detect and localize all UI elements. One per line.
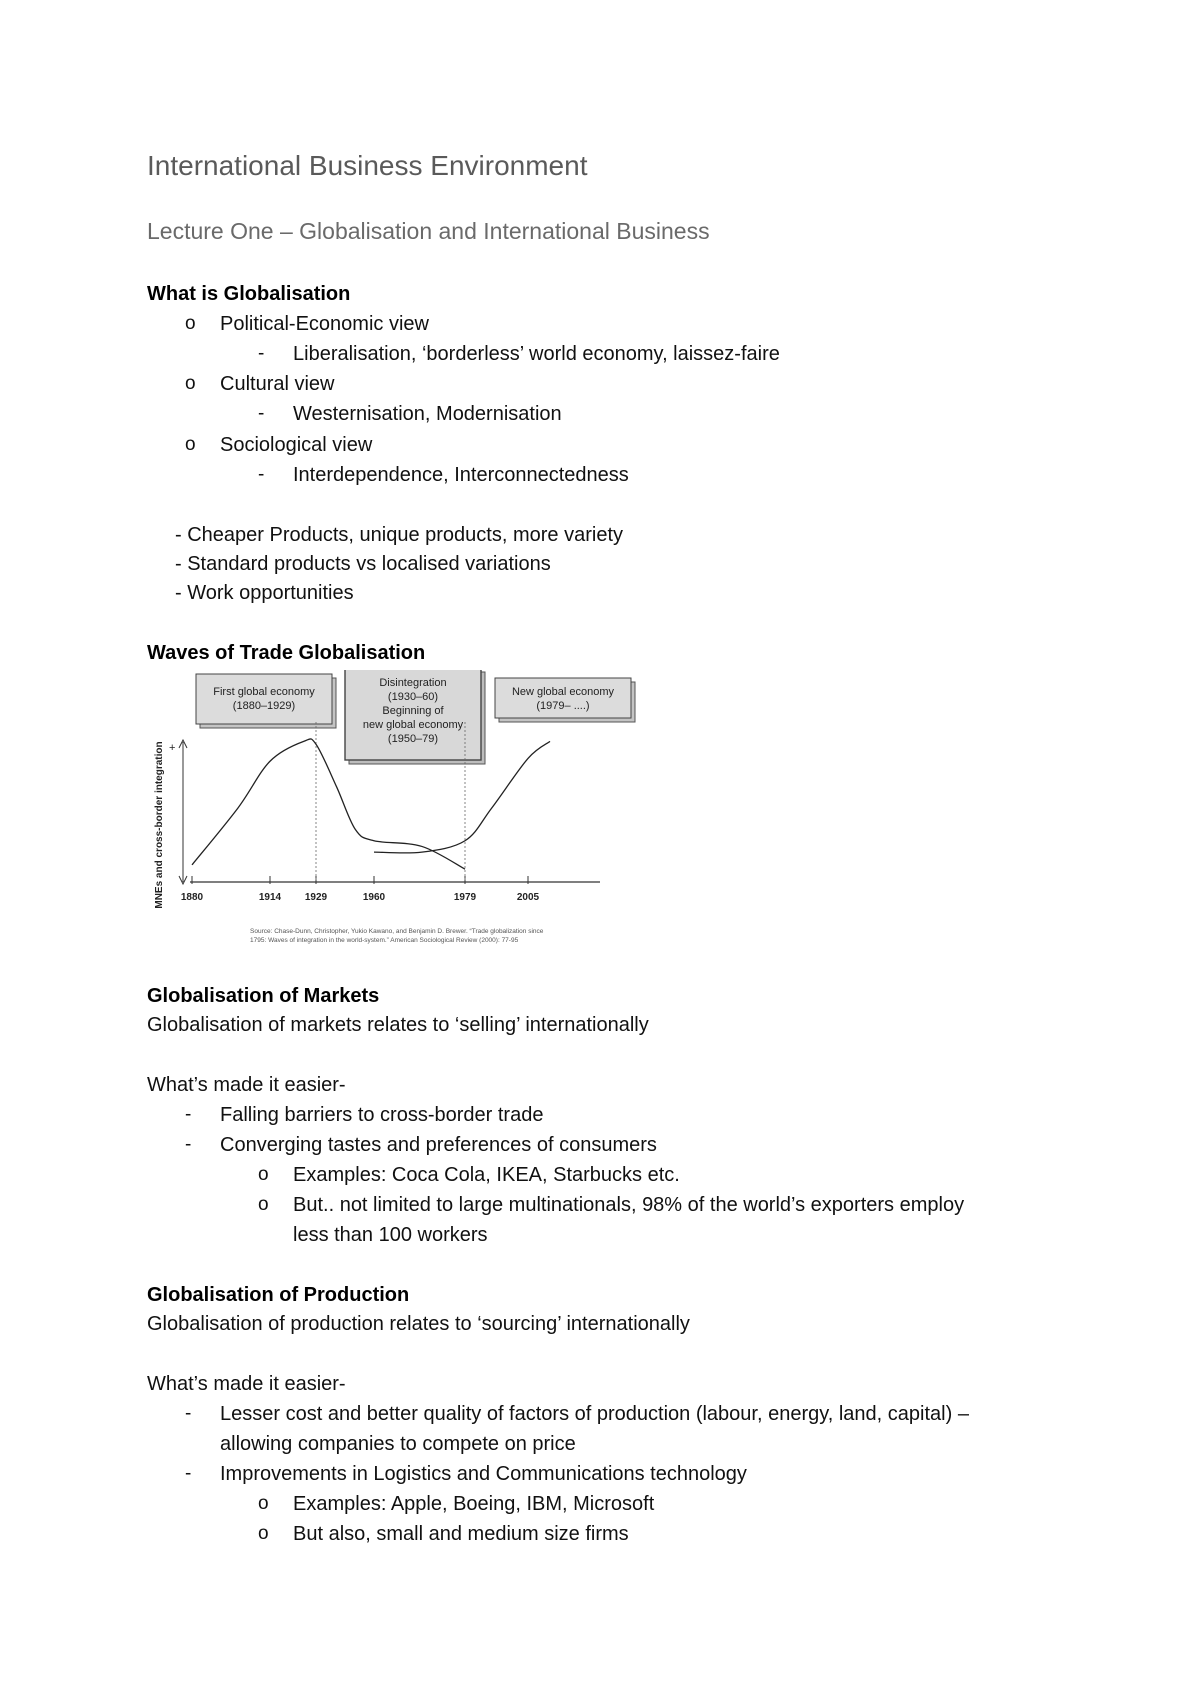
x-tick-label: 1979 xyxy=(453,892,477,903)
box2-line1: Disintegration xyxy=(379,677,447,689)
x-tick-label: 1914 xyxy=(258,892,282,903)
markets-easier: What’s made it easier- xyxy=(147,1074,346,1096)
lecture-subtitle: Lecture One – Globalisation and International Business xyxy=(147,218,710,244)
label-box-disintegration xyxy=(345,670,485,764)
box3-line2: (1979– ....) xyxy=(536,700,590,712)
list-bullet: - xyxy=(258,464,265,485)
section-heading-what-is-globalisation: What is Globalisation xyxy=(147,283,351,305)
figure-source-line2: 1795: Waves of integration in the world-system.” American Sociological Review (2000): 77-95 xyxy=(250,937,519,944)
box2-line3: Beginning of xyxy=(382,705,444,717)
x-tick-label: 1880 xyxy=(180,892,204,903)
markets-intro: Globalisation of markets relates to ‘selling’ internationally xyxy=(147,1014,649,1036)
list-bullet: o xyxy=(258,1164,269,1185)
list-item: Examples: Apple, Boeing, IBM, Microsoft xyxy=(293,1493,655,1515)
list-item: - Cheaper Products, unique products, more variety xyxy=(175,524,623,546)
section-heading-waves: Waves of Trade Globalisation xyxy=(147,642,426,664)
y-axis-plus: + xyxy=(169,742,176,754)
list-item: Examples: Coca Cola, IKEA, Starbucks etc. xyxy=(293,1164,680,1186)
label-box-new-global-economy xyxy=(495,678,635,722)
list-bullet: - xyxy=(185,1403,192,1424)
list-bullet: o xyxy=(258,1493,269,1514)
x-tick-label: 2005 xyxy=(516,892,540,903)
list-item: Lesser cost and better quality of factors of production (labour, energy, land, capital) – xyxy=(220,1403,969,1425)
list-bullet: - xyxy=(258,343,265,364)
box3-line1: New global economy xyxy=(511,686,615,698)
label-box-first-global-economy xyxy=(196,674,336,728)
box2-line2: (1930–60) xyxy=(387,691,439,703)
list-item: Liberalisation, ‘borderless’ world economy, laissez-faire xyxy=(293,343,780,365)
list-bullet: - xyxy=(258,403,265,424)
list-item: Sociological view xyxy=(220,434,373,456)
list-bullet: - xyxy=(185,1134,192,1155)
y-axis-label: MNEs and cross-border integration xyxy=(154,741,165,909)
list-item: Falling barriers to cross-border trade xyxy=(220,1104,544,1126)
list-item-continuation: less than 100 workers xyxy=(293,1224,488,1246)
production-intro: Globalisation of production relates to ‘sourcing’ internationally xyxy=(147,1313,690,1335)
list-bullet: - xyxy=(185,1104,192,1125)
list-item: - Standard products vs localised variations xyxy=(175,553,551,575)
list-item: Political-Economic view xyxy=(220,313,429,335)
figure-source-line1: Source: Chase-Dunn, Christopher, Yukio Kawano, and Benjamin D. Brewer. “Trade globalization since xyxy=(250,928,544,935)
list-bullet: o xyxy=(185,313,196,334)
list-bullet: o xyxy=(185,373,196,394)
section-heading-markets: Globalisation of Markets xyxy=(147,985,380,1007)
section-heading-production: Globalisation of Production xyxy=(147,1284,410,1306)
list-item: Cultural view xyxy=(220,373,335,395)
box1-line1: First global economy xyxy=(213,686,315,698)
box1-line2: (1880–1929) xyxy=(232,700,296,712)
document-title: International Business Environment xyxy=(147,150,588,181)
list-item-continuation: allowing companies to compete on price xyxy=(220,1433,576,1455)
x-tick-label: 1929 xyxy=(304,892,328,903)
list-bullet: o xyxy=(258,1523,269,1544)
list-item: But also, small and medium size firms xyxy=(293,1523,629,1545)
list-item: Westernisation, Modernisation xyxy=(293,403,562,425)
list-bullet: o xyxy=(185,434,196,455)
list-bullet: - xyxy=(185,1463,192,1484)
waves-of-globalisation-chart xyxy=(140,670,640,948)
list-item: - Work opportunities xyxy=(175,582,354,604)
x-tick-label: 1960 xyxy=(362,892,386,903)
list-bullet: o xyxy=(258,1194,269,1215)
list-item: Converging tastes and preferences of consumers xyxy=(220,1134,657,1156)
list-item: Improvements in Logistics and Communications technology xyxy=(220,1463,747,1485)
production-easier: What’s made it easier- xyxy=(147,1373,346,1395)
box2-line5: (1950–79) xyxy=(387,733,439,745)
list-item: But.. not limited to large multinationals, 98% of the world’s exporters employ xyxy=(293,1194,965,1216)
list-item: Interdependence, Interconnectedness xyxy=(293,464,629,486)
box2-line4: new global economy xyxy=(362,719,464,731)
